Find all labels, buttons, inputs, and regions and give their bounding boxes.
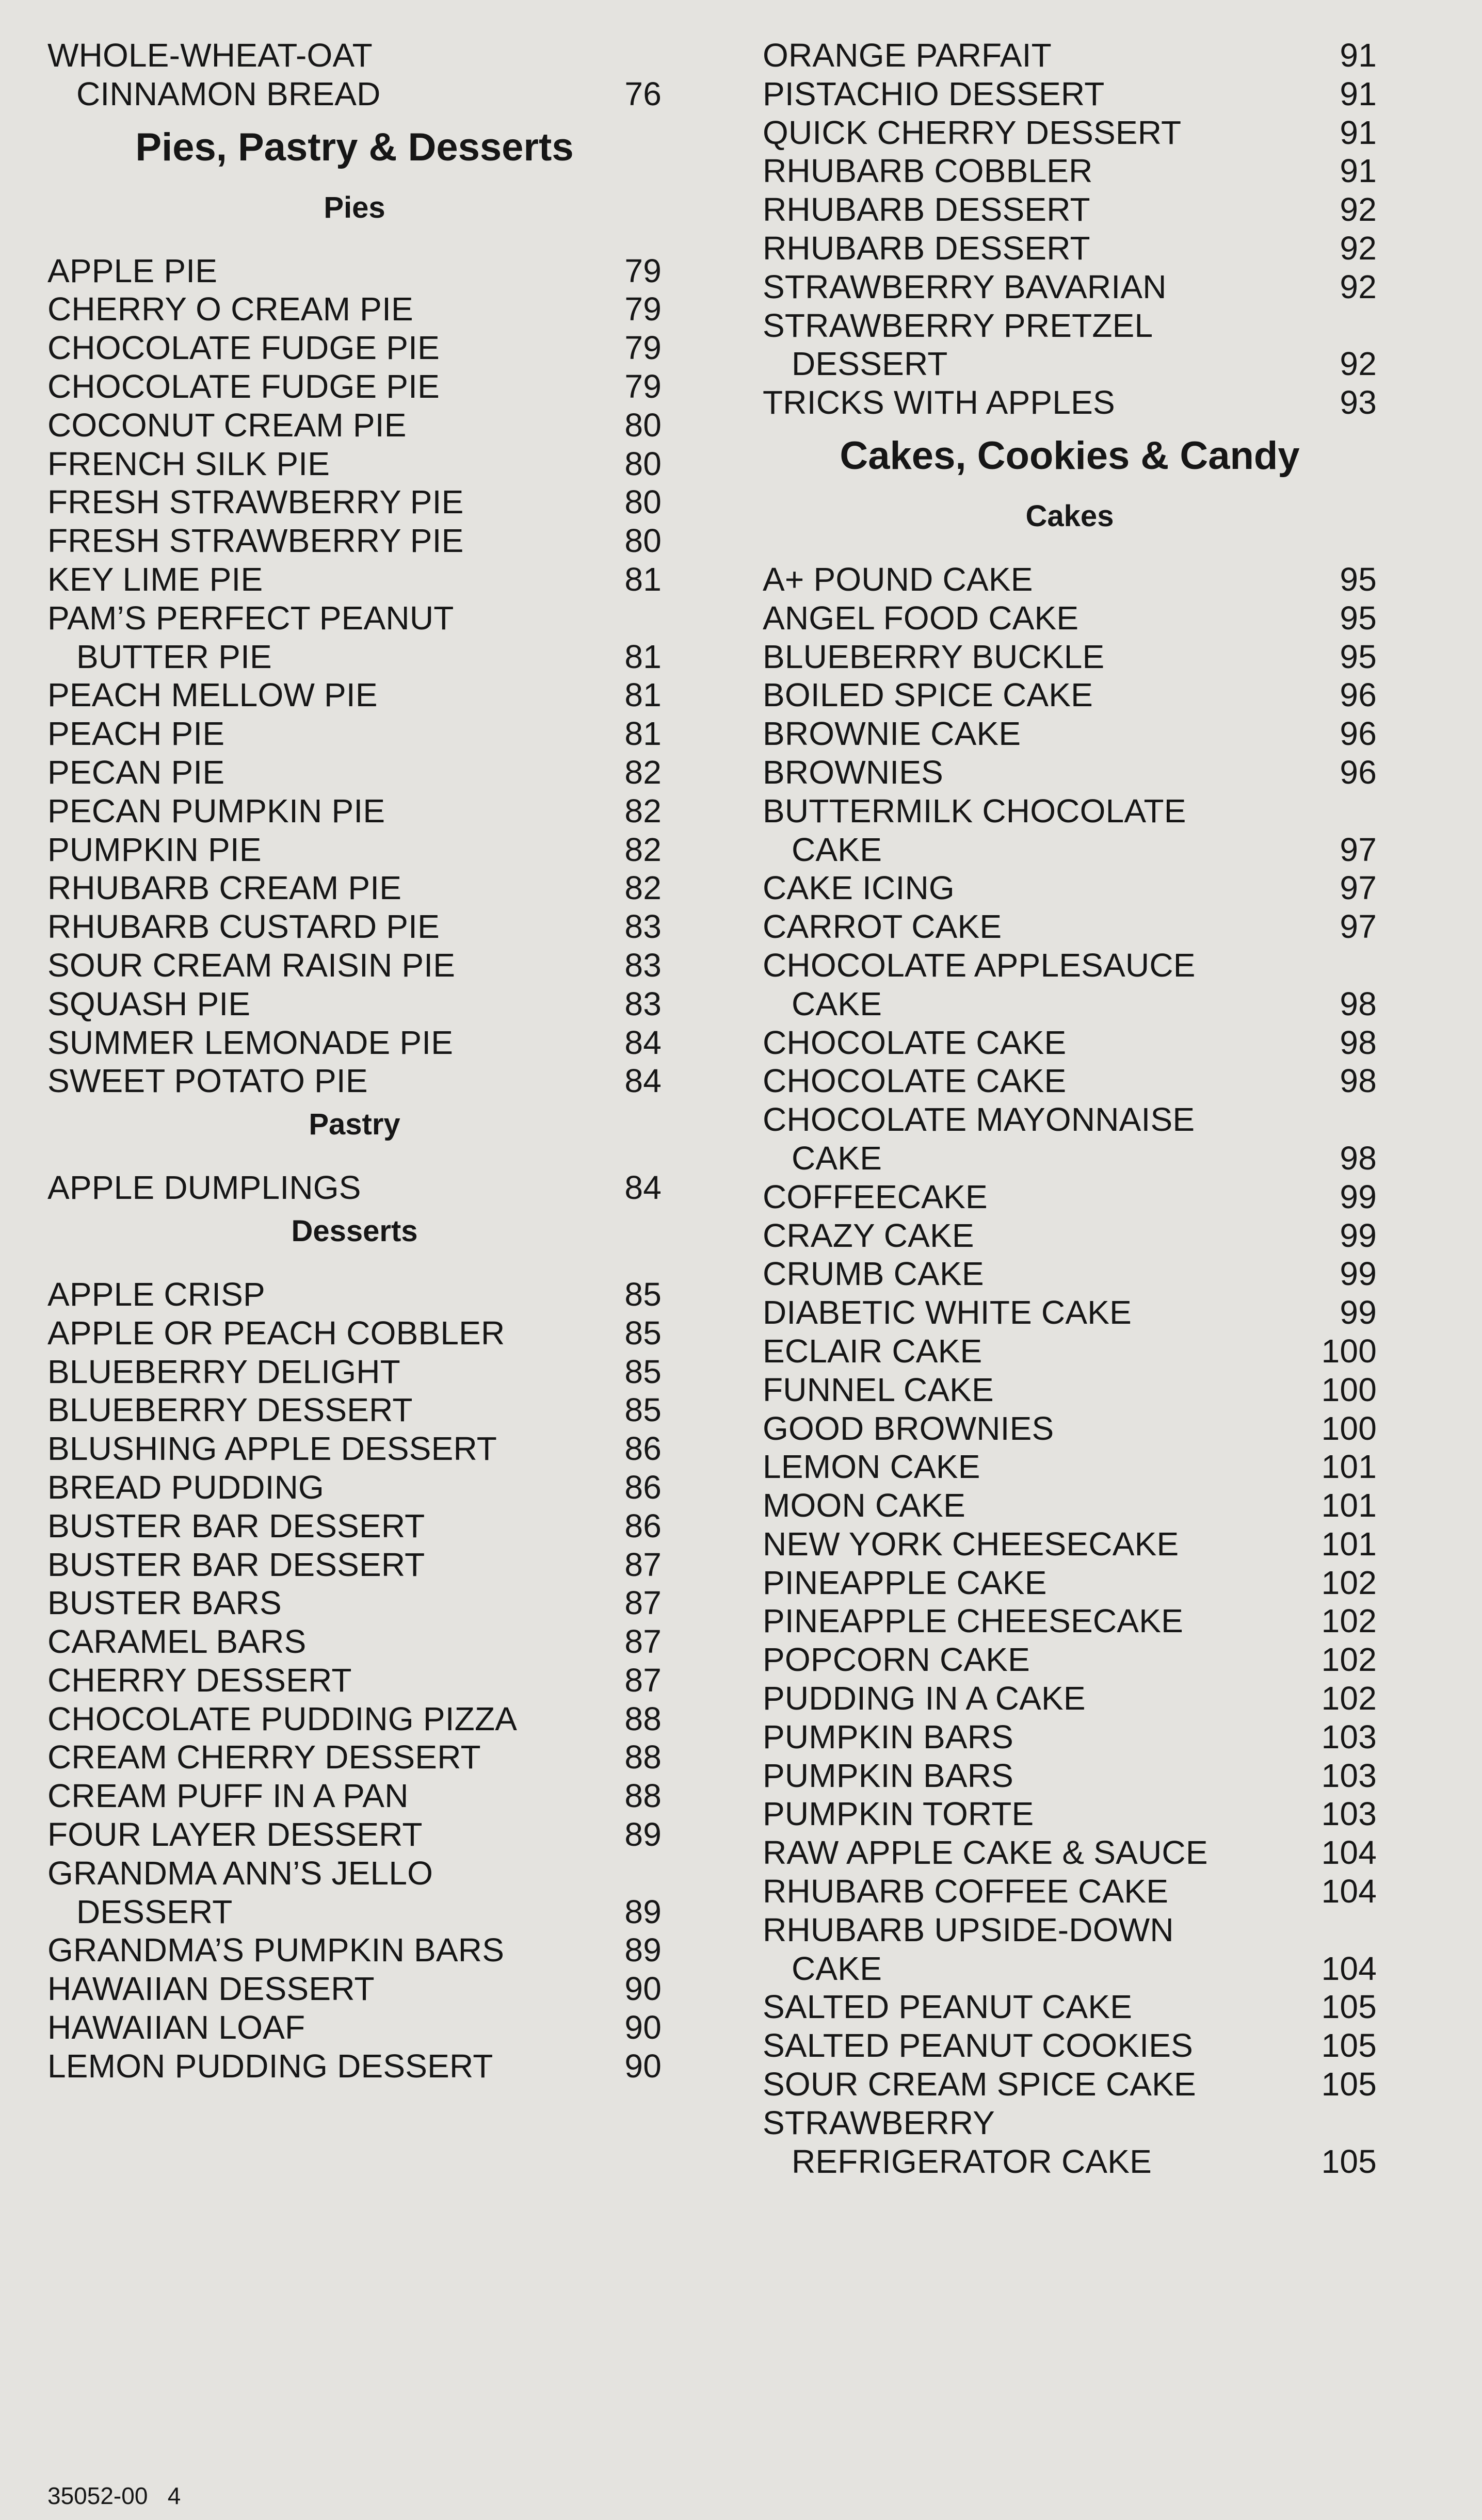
page-number: 97 — [1340, 908, 1377, 946]
page-number: 103 — [1321, 1757, 1377, 1794]
page-number: 103 — [1321, 1718, 1377, 1755]
index-entry — [47, 36, 662, 75]
index-entry — [47, 1546, 662, 1584]
recipe-name: APPLE CRISP — [47, 1275, 265, 1313]
recipe-name: ECLAIR CAKE — [763, 1332, 982, 1370]
recipe-name: RHUBARB DESSERT — [763, 229, 1090, 267]
index-entry — [47, 1622, 662, 1661]
index-entry — [47, 290, 662, 329]
index-entry — [763, 869, 1377, 907]
page-number: 99 — [1340, 1294, 1377, 1331]
index-entry — [47, 1931, 662, 1970]
recipe-name: BUSTER BARS — [47, 1584, 282, 1622]
index-entry — [763, 1949, 1377, 1988]
index-entry — [763, 1216, 1377, 1255]
recipe-name: CHERRY DESSERT — [47, 1661, 352, 1699]
index-entry — [763, 1525, 1377, 1564]
page-number: 98 — [1340, 1139, 1377, 1177]
index-entry — [47, 1023, 662, 1062]
page-number: 99 — [1340, 1216, 1377, 1254]
recipe-name: RHUBARB DESSERT — [763, 191, 1090, 229]
recipe-name: BUTTERMILK CHOCOLATE — [763, 792, 1186, 830]
index-entry — [763, 113, 1377, 152]
index-entry — [763, 714, 1377, 753]
page-number: 100 — [1321, 1332, 1377, 1370]
recipe-name: CHOCOLATE PUDDING PIZZA — [47, 1700, 518, 1737]
recipe-name: ANGEL FOOD CAKE — [763, 599, 1079, 637]
page-number: 90 — [624, 2047, 662, 2085]
recipe-name: APPLE OR PEACH COBBLER — [47, 1314, 505, 1352]
recipe-name: PISTACHIO DESSERT — [763, 75, 1105, 112]
index-entry — [47, 445, 662, 483]
recipe-name: CHOCOLATE APPLESAUCE — [763, 946, 1196, 984]
index-entry — [47, 638, 662, 676]
page-number: 81 — [624, 638, 662, 675]
index-entry — [763, 1371, 1377, 1409]
recipe-name: CINNAMON BREAD — [76, 75, 381, 112]
recipe-name: APPLE DUMPLINGS — [47, 1169, 361, 1207]
recipe-name: BLUEBERRY DELIGHT — [47, 1353, 400, 1390]
page-number: 92 — [1340, 345, 1377, 383]
page-number: 91 — [1340, 113, 1377, 151]
index-entry — [763, 345, 1377, 383]
footer-page-number: 4 — [167, 2482, 181, 2509]
page-number: 80 — [624, 406, 662, 444]
page-number: 92 — [1340, 268, 1377, 305]
recipe-name: BUTTER PIE — [76, 638, 272, 675]
recipe-name: RHUBARB CREAM PIE — [47, 869, 402, 907]
index-entry — [763, 190, 1377, 229]
index-entry — [763, 560, 1377, 599]
index-entry — [47, 367, 662, 406]
recipe-name: PEACH PIE — [47, 715, 225, 753]
recipe-name: DESSERT — [792, 345, 948, 383]
page-number: 91 — [1340, 37, 1377, 74]
recipe-name: DIABETIC WHITE CAKE — [763, 1294, 1132, 1331]
recipe-name: COFFEECAKE — [763, 1178, 988, 1215]
page-number: 87 — [624, 1546, 662, 1583]
page-number: 101 — [1321, 1525, 1377, 1563]
page-number: 89 — [624, 1931, 662, 1969]
page-number: 97 — [1340, 869, 1377, 907]
page-number: 105 — [1321, 2066, 1377, 2103]
subsection-title-pies: Pies — [324, 190, 385, 224]
page-number: 102 — [1321, 1564, 1377, 1601]
index-entry — [763, 2026, 1377, 2065]
recipe-name: BREAD PUDDING — [47, 1468, 325, 1506]
page-number: 84 — [624, 1023, 662, 1061]
index-entry — [47, 522, 662, 560]
recipe-name: GRANDMA ANN’S JELLO — [47, 1854, 433, 1892]
recipe-name: PINEAPPLE CAKE — [763, 1564, 1047, 1601]
index-entry — [47, 1777, 662, 1815]
recipe-name: CREAM PUFF IN A PAN — [47, 1777, 409, 1815]
recipe-name: FRENCH SILK PIE — [47, 445, 330, 482]
page-number: 80 — [624, 522, 662, 560]
index-entry — [47, 869, 662, 907]
index-entry — [47, 599, 662, 638]
index-entry — [763, 676, 1377, 714]
recipe-name: A+ POUND CAKE — [763, 560, 1033, 598]
index-entry — [47, 1661, 662, 1700]
index-entry — [763, 1679, 1377, 1718]
recipe-name: TRICKS WITH APPLES — [763, 384, 1115, 421]
page-number: 79 — [624, 290, 662, 328]
index-entry — [763, 75, 1377, 113]
index-entry — [763, 268, 1377, 306]
index-entry — [47, 75, 662, 113]
index-entry — [763, 1640, 1377, 1679]
page-number: 82 — [624, 831, 662, 868]
recipe-name: KEY LIME PIE — [47, 560, 263, 598]
index-entry — [763, 2104, 1377, 2142]
page-number: 105 — [1321, 1988, 1377, 2026]
recipe-name: SUMMER LEMONADE PIE — [47, 1023, 454, 1061]
page-number: 85 — [624, 1275, 662, 1313]
page-number: 102 — [1321, 1680, 1377, 1717]
recipe-name: STRAWBERRY — [763, 2104, 995, 2141]
index-entry — [763, 1757, 1377, 1795]
recipe-name: GRANDMA’S PUMPKIN BARS — [47, 1931, 505, 1969]
page-number: 95 — [1340, 560, 1377, 598]
index-entry — [763, 1178, 1377, 1216]
page-number: 81 — [624, 715, 662, 753]
page-number: 90 — [624, 1970, 662, 2008]
index-entry — [763, 1911, 1377, 1949]
index-entry — [47, 946, 662, 985]
recipe-name: SOUR CREAM SPICE CAKE — [763, 2066, 1196, 2103]
page-number: 91 — [1340, 152, 1377, 190]
page-number: 105 — [1321, 2027, 1377, 2064]
recipe-name: CARAMEL BARS — [47, 1623, 307, 1661]
index-entry — [47, 831, 662, 869]
recipe-name: HAWAIIAN DESSERT — [47, 1970, 375, 2008]
recipe-name: PINEAPPLE CHEESECAKE — [763, 1602, 1183, 1640]
recipe-name: PECAN PIE — [47, 753, 225, 791]
index-entry — [47, 1062, 662, 1100]
recipe-name: FOUR LAYER DESSERT — [47, 1816, 423, 1854]
recipe-name: CAKE — [792, 1139, 882, 1177]
recipe-name: NEW YORK CHEESECAKE — [763, 1525, 1179, 1563]
index-entry — [47, 753, 662, 792]
recipe-name: SQUASH PIE — [47, 985, 251, 1022]
recipe-name: BOILED SPICE CAKE — [763, 676, 1093, 714]
recipe-name: RHUBARB COBBLER — [763, 152, 1093, 190]
page-number: 86 — [624, 1507, 662, 1544]
recipe-name: CAKE ICING — [763, 869, 955, 907]
page-number: 92 — [1340, 191, 1377, 229]
index-entry — [763, 1486, 1377, 1525]
recipe-name: BUSTER BAR DESSERT — [47, 1507, 425, 1544]
page-number: 87 — [624, 1623, 662, 1661]
page-number: 86 — [624, 1468, 662, 1506]
index-entry — [763, 1100, 1377, 1139]
footer-code: 35052-00 — [47, 2482, 148, 2509]
page-number: 100 — [1321, 1409, 1377, 1447]
page-number: 101 — [1321, 1487, 1377, 1524]
index-entry — [47, 1507, 662, 1546]
page-number: 99 — [1340, 1255, 1377, 1293]
section-title-cakes-cookies-candy: Cakes, Cookies & Candy — [840, 433, 1300, 478]
page-number: 81 — [624, 676, 662, 714]
recipe-name: BLUSHING APPLE DESSERT — [47, 1430, 497, 1468]
index-entry — [47, 792, 662, 831]
index-entry — [47, 252, 662, 290]
index-entry — [763, 1448, 1377, 1486]
recipe-name: ORANGE PARFAIT — [763, 37, 1052, 74]
page-number: 101 — [1321, 1448, 1377, 1486]
index-entry — [763, 1255, 1377, 1293]
recipe-name: PAM’S PERFECT PEANUT — [47, 599, 454, 637]
index-entry — [763, 985, 1377, 1023]
recipe-name: CHOCOLATE FUDGE PIE — [47, 367, 440, 405]
page-number: 96 — [1340, 676, 1377, 714]
page-number: 92 — [1340, 229, 1377, 267]
page-number: 95 — [1340, 599, 1377, 637]
page-number: 85 — [624, 1391, 662, 1429]
recipe-name: CHOCOLATE CAKE — [763, 1062, 1067, 1100]
index-entry — [47, 406, 662, 445]
recipe-name: PUMPKIN BARS — [763, 1718, 1014, 1755]
page-number: 87 — [624, 1584, 662, 1622]
page-number: 99 — [1340, 1178, 1377, 1215]
subsection-title-desserts: Desserts — [291, 1214, 418, 1248]
index-entry — [47, 1815, 662, 1854]
page-number: 83 — [624, 908, 662, 946]
recipe-name: SWEET POTATO PIE — [47, 1062, 368, 1100]
page-number: 82 — [624, 869, 662, 907]
recipe-name: QUICK CHERRY DESSERT — [763, 113, 1182, 151]
index-entry — [763, 1795, 1377, 1833]
recipe-name: SALTED PEANUT CAKE — [763, 1988, 1133, 2026]
index-entry — [763, 306, 1377, 345]
index-entry — [763, 792, 1377, 831]
page-number: 100 — [1321, 1371, 1377, 1408]
page-number: 102 — [1321, 1602, 1377, 1640]
page-number: 88 — [624, 1700, 662, 1737]
index-entry — [763, 1293, 1377, 1332]
recipe-name: SOUR CREAM RAISIN PIE — [47, 946, 456, 984]
page-number: 85 — [624, 1314, 662, 1352]
index-entry — [47, 1168, 662, 1207]
recipe-name: CRAZY CAKE — [763, 1216, 974, 1254]
index-entry — [47, 1353, 662, 1391]
page-number: 89 — [624, 1816, 662, 1854]
page-number: 96 — [1340, 753, 1377, 791]
index-entry — [763, 1062, 1377, 1100]
page-number: 89 — [624, 1893, 662, 1930]
page-number: 82 — [624, 753, 662, 791]
index-entry — [47, 985, 662, 1023]
recipe-name: FRESH STRAWBERRY PIE — [47, 483, 464, 521]
recipe-name: STRAWBERRY PRETZEL — [763, 306, 1153, 344]
index-entry — [763, 638, 1377, 676]
index-entry — [763, 753, 1377, 792]
recipe-name: COCONUT CREAM PIE — [47, 406, 407, 444]
page-number: 97 — [1340, 831, 1377, 868]
recipe-name: CRUMB CAKE — [763, 1255, 984, 1293]
recipe-name: PUMPKIN TORTE — [763, 1795, 1034, 1833]
index-entry — [763, 1833, 1377, 1872]
page-number: 104 — [1321, 1949, 1377, 1987]
page-number: 80 — [624, 483, 662, 521]
page-number: 87 — [624, 1661, 662, 1699]
index-entry — [763, 2142, 1377, 2181]
page-number: 85 — [624, 1353, 662, 1390]
recipe-name: LEMON CAKE — [763, 1448, 980, 1486]
recipe-name: CHOCOLATE FUDGE PIE — [47, 329, 440, 367]
page-number: 105 — [1321, 2142, 1377, 2180]
recipe-name: RHUBARB UPSIDE-DOWN — [763, 1911, 1174, 1948]
index-entry — [47, 2008, 662, 2047]
index-entry — [47, 1893, 662, 1931]
recipe-name: POPCORN CAKE — [763, 1641, 1030, 1679]
page-number: 83 — [624, 985, 662, 1022]
page-number: 96 — [1340, 715, 1377, 753]
recipe-name: FRESH STRAWBERRY PIE — [47, 522, 464, 560]
page-number: 104 — [1321, 1834, 1377, 1872]
page-number: 104 — [1321, 1873, 1377, 1910]
recipe-name: WHOLE-WHEAT-OAT — [47, 37, 373, 74]
recipe-name: PUMPKIN BARS — [763, 1757, 1014, 1794]
page-number: 93 — [1340, 384, 1377, 421]
recipe-name: CHERRY O CREAM PIE — [47, 290, 413, 328]
recipe-name: HAWAIIAN LOAF — [47, 2009, 305, 2046]
page-number: 95 — [1340, 638, 1377, 675]
page-number: 103 — [1321, 1795, 1377, 1833]
page-number: 76 — [624, 75, 662, 112]
index-entry — [47, 483, 662, 522]
subsection-title-pastry: Pastry — [309, 1108, 400, 1142]
recipe-name: CHOCOLATE MAYONNAISE — [763, 1101, 1195, 1139]
index-entry — [763, 1602, 1377, 1640]
page-number: 86 — [624, 1430, 662, 1468]
index-entry — [47, 1429, 662, 1468]
page-number: 82 — [624, 792, 662, 830]
page-number: 83 — [624, 946, 662, 984]
page-number: 98 — [1340, 985, 1377, 1022]
index-entry — [763, 1718, 1377, 1757]
recipe-name: MOON CAKE — [763, 1487, 965, 1524]
recipe-name: CAKE — [792, 985, 882, 1022]
index-entry — [763, 946, 1377, 985]
index-entry — [47, 329, 662, 367]
recipe-name: BLUEBERRY DESSERT — [47, 1391, 413, 1429]
index-entry — [763, 1409, 1377, 1448]
index-entry — [763, 152, 1377, 190]
index-entry — [763, 599, 1377, 638]
index-entry — [763, 2065, 1377, 2104]
index-entry — [47, 1391, 662, 1429]
page-number: 79 — [624, 252, 662, 289]
right-column — [763, 36, 1377, 2181]
recipe-name: FUNNEL CAKE — [763, 1371, 994, 1408]
page-number: 88 — [624, 1777, 662, 1815]
index-entry — [763, 1023, 1377, 1062]
recipe-name: PECAN PUMPKIN PIE — [47, 792, 385, 830]
recipe-name: CHOCOLATE CAKE — [763, 1023, 1067, 1061]
recipe-name: PUMPKIN PIE — [47, 831, 262, 868]
index-entry — [763, 907, 1377, 946]
page-footer — [47, 2481, 181, 2510]
recipe-name: CARROT CAKE — [763, 908, 1002, 946]
page-number: 81 — [624, 560, 662, 598]
recipe-name: BLUEBERRY BUCKLE — [763, 638, 1105, 675]
index-entry — [47, 1738, 662, 1777]
recipe-name: GOOD BROWNIES — [763, 1409, 1054, 1447]
recipe-name: REFRIGERATOR CAKE — [792, 2142, 1152, 2180]
page-number: 79 — [624, 367, 662, 405]
page-number: 84 — [624, 1169, 662, 1207]
recipe-name: BUSTER BAR DESSERT — [47, 1546, 425, 1583]
index-entry — [763, 1332, 1377, 1371]
index-entry — [47, 1970, 662, 2008]
recipe-name: BROWNIES — [763, 753, 944, 791]
index-entry — [47, 676, 662, 714]
left-column — [47, 36, 662, 2086]
recipe-name: STRAWBERRY BAVARIAN — [763, 268, 1167, 305]
index-entry — [47, 714, 662, 753]
index-entry — [47, 1275, 662, 1314]
recipe-name: RHUBARB CUSTARD PIE — [47, 908, 440, 946]
index-entry — [47, 1584, 662, 1622]
index-entry — [763, 229, 1377, 268]
recipe-name: SALTED PEANUT COOKIES — [763, 2027, 1194, 2064]
section-title-pies-pastry-desserts: Pies, Pastry & Desserts — [135, 125, 574, 169]
page-number: 80 — [624, 445, 662, 482]
index-entry — [763, 1872, 1377, 1911]
index-entry — [47, 1854, 662, 1893]
recipe-name: CAKE — [792, 1949, 882, 1987]
page-number: 98 — [1340, 1023, 1377, 1061]
recipe-name: LEMON PUDDING DESSERT — [47, 2047, 493, 2085]
index-entry — [47, 1314, 662, 1353]
index-entry — [763, 383, 1377, 422]
recipe-name: PUDDING IN A CAKE — [763, 1680, 1086, 1717]
index-entry — [47, 2047, 662, 2086]
index-entry — [47, 1700, 662, 1738]
page-number: 91 — [1340, 75, 1377, 112]
page-number: 88 — [624, 1738, 662, 1776]
index-entry — [763, 36, 1377, 75]
index-entry — [763, 1139, 1377, 1178]
recipe-name: APPLE PIE — [47, 252, 218, 289]
recipe-name: CREAM CHERRY DESSERT — [47, 1738, 481, 1776]
subsection-title-cakes: Cakes — [1025, 499, 1114, 533]
page-number: 98 — [1340, 1062, 1377, 1100]
index-entry — [763, 831, 1377, 869]
page-number: 90 — [624, 2009, 662, 2046]
index-entry — [763, 1564, 1377, 1602]
recipe-name: RAW APPLE CAKE & SAUCE — [763, 1834, 1208, 1872]
recipe-name: DESSERT — [76, 1893, 233, 1930]
index-entry — [47, 1468, 662, 1507]
index-entry — [47, 907, 662, 946]
recipe-name: RHUBARB COFFEE CAKE — [763, 1873, 1169, 1910]
page-number: 79 — [624, 329, 662, 367]
recipe-name: BROWNIE CAKE — [763, 715, 1021, 753]
page-number: 102 — [1321, 1641, 1377, 1679]
recipe-name: CAKE — [792, 831, 882, 868]
page-number: 84 — [624, 1062, 662, 1100]
index-entry — [763, 1988, 1377, 2026]
index-entry — [47, 560, 662, 599]
recipe-name: PEACH MELLOW PIE — [47, 676, 378, 714]
